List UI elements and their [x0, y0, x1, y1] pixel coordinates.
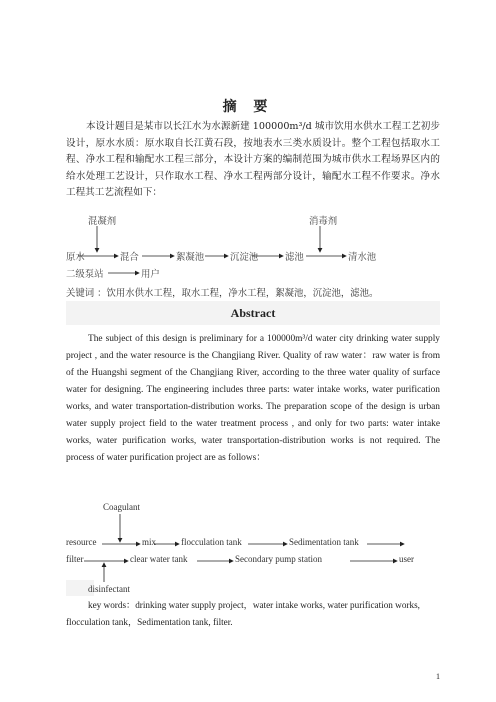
english-keywords-line1: key words：drinking water supply project，water intake works, water purification works,	[88, 600, 420, 610]
en-flow-resource: resource	[66, 537, 97, 547]
en-flow-coagulant: Coagulant	[103, 502, 140, 512]
cn-flow-raw-water: 原水	[66, 252, 85, 263]
chinese-abstract-paragraph: 本设计题目是某市以长江水为水源新建 100000m³/d 城市饮用水供水工程工艺初步设计，原水水质：原水取自长江黄石段，按地表水三类水质设计。整个工程包括取水工程、净水工程和输配水工程三部分，本设计方案的编制范围为城市供水工程场界区内的给水处理工艺设计，只作取水工程、净水工程两部分设计，输配水工程不作要求。净水工程其工艺流程如下：	[66, 121, 440, 199]
en-flow-pump: Secondary pump station	[235, 554, 322, 564]
cn-flow-user: 用户	[141, 269, 160, 280]
cn-flow-pump: 二级泵站	[66, 269, 104, 280]
cn-flow-flocculation: 絮凝池	[176, 252, 205, 263]
cn-flow-coagulant: 混凝剂	[88, 216, 117, 227]
en-flow-mix: mix	[142, 537, 157, 547]
en-flow-disinfectant: disinfectant	[88, 584, 130, 594]
cn-flow-mixing: 混合	[120, 252, 139, 263]
cn-flow-clear-water: 清水池	[348, 252, 377, 263]
english-keywords-line2: flocculation tank，Sedimentation tank, filter.	[66, 617, 233, 627]
en-flow-flocculation: flocculation tank	[181, 537, 242, 547]
chinese-abstract-title: 摘 要	[222, 99, 274, 115]
english-abstract-title: Abstract	[66, 301, 440, 325]
en-flow-user: user	[399, 554, 414, 564]
english-abstract-paragraph: The subject of this design is preliminary for a 100000m³/d water city drinking water supply project , and the water resource is the Changjiang River. Quality of raw water：raw water is from of the Huangshi segment of the Changjiang River, according to the three water quality of surface water for designing. The engineering includes three parts: water intake works, water purification works, and water transportation-distribution works. The preparation scope of the design is urban water supply project field to the water treatment process , and only for two parts: water intake works, water purification works, water transportation-distribution works is not required. The process of water purification project are as follows：	[66, 334, 440, 463]
page-number: 1	[436, 672, 440, 681]
cn-flow-disinfectant: 消毒剂	[309, 216, 338, 227]
chinese-keywords: 关键词 ：饮用水供水工程，取水工程，净水工程，絮凝池，沉淀池，滤池。	[66, 288, 379, 299]
cn-flow-filter: 滤池	[285, 252, 304, 263]
en-flow-filter: filter	[66, 554, 84, 564]
cn-flow-sedimentation: 沉淀池	[230, 252, 259, 263]
en-flow-clear-water: clear water tank	[130, 554, 188, 564]
en-flow-sedimentation: Sedimentation tank	[289, 537, 359, 547]
